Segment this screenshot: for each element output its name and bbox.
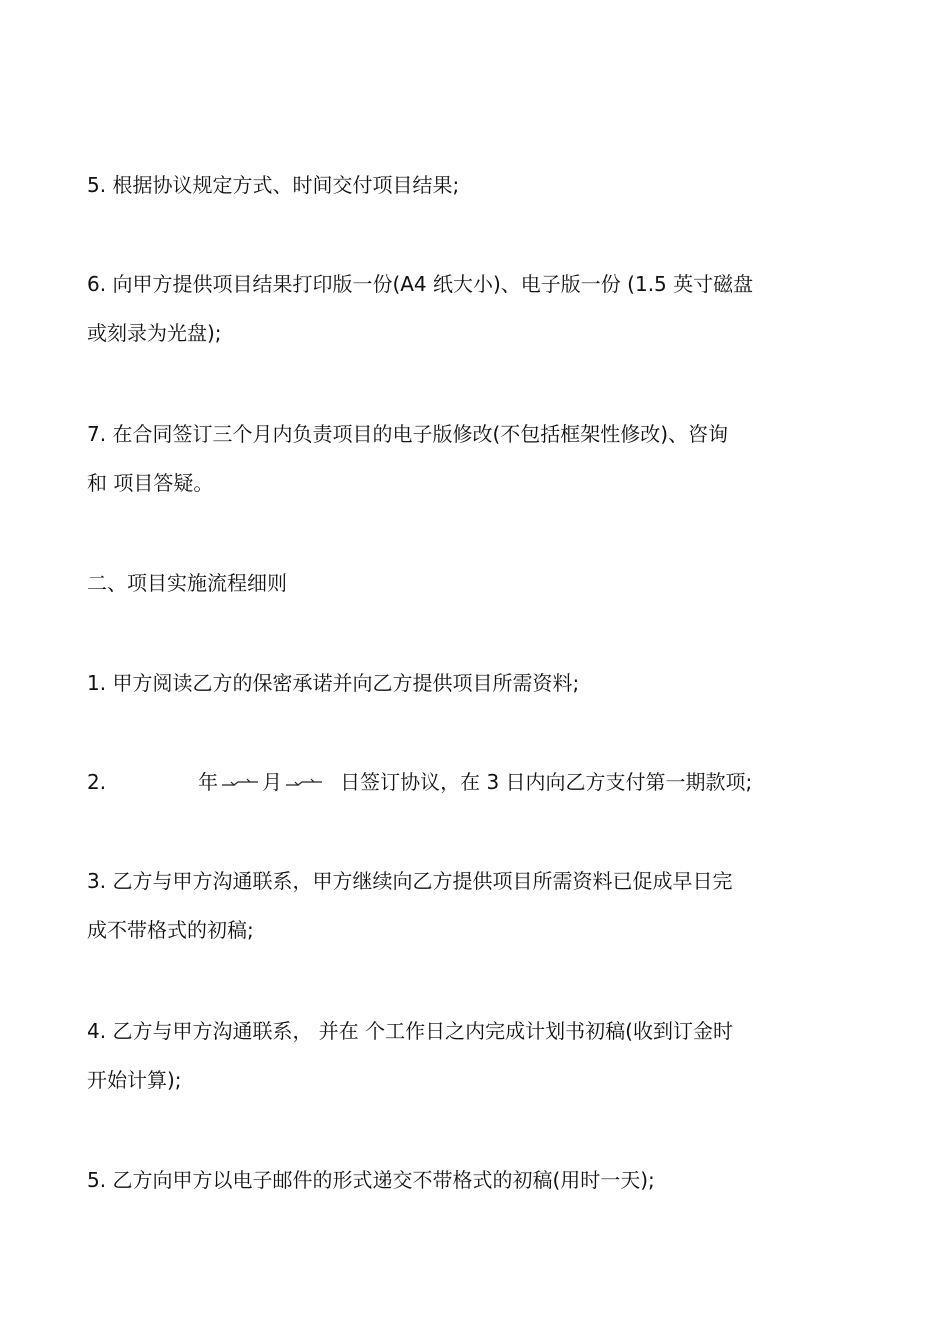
date-rest-text: 日签订协议，在 3 日内向乙方支付第一期款项;	[340, 770, 753, 794]
list-item-step-4	[87, 1007, 877, 1105]
text-line: 1. 甲方阅读乙方的保密承诺并向乙方提供项目所需资料;	[87, 671, 580, 695]
text-line: 开始计算);	[87, 1068, 182, 1092]
year-label: 年	[198, 770, 219, 794]
heading-text: 二、项目实施流程细则	[87, 571, 287, 595]
text-line	[87, 758, 877, 807]
arrow-icon	[284, 778, 324, 790]
text-line: 和 项目答疑。	[87, 471, 214, 495]
text-line: 3. 乙方与甲方沟通联系，甲方继续向乙方提供项目所需资料已促成早日完	[87, 869, 733, 893]
step-number: 2.	[87, 770, 107, 794]
section-heading	[87, 559, 877, 608]
list-item-step-1	[87, 659, 877, 708]
list-item-provide-print-copy	[87, 260, 877, 358]
text-line: 或刻录为光盘);	[87, 321, 222, 345]
month-label: 月	[262, 770, 283, 794]
text-line: 成不带格式的初稿;	[87, 918, 254, 942]
text-line: 5. 乙方向甲方以电子邮件的形式递交不带格式的初稿(用时一天);	[87, 1168, 655, 1192]
list-item-step-2	[87, 758, 877, 807]
text-line: 6. 向甲方提供项目结果打印版一份(A4 纸大小)、电子版一份 (1.5 英寸磁盘	[87, 272, 754, 296]
arrow-icon	[220, 778, 260, 790]
list-item-deliver-results	[87, 161, 877, 210]
text-line: 7. 在合同签订三个月内负责项目的电子版修改(不包括框架性修改)、咨询	[87, 422, 729, 446]
list-item-step-5	[87, 1156, 877, 1205]
text-line: 5. 根据协议规定方式、时间交付项目结果;	[87, 173, 460, 197]
list-item-revisions	[87, 410, 877, 508]
text-line: 4. 乙方与甲方沟通联系， 并在 个工作日之内完成计划书初稿(收到订金时	[87, 1019, 733, 1043]
list-item-step-3	[87, 857, 877, 955]
